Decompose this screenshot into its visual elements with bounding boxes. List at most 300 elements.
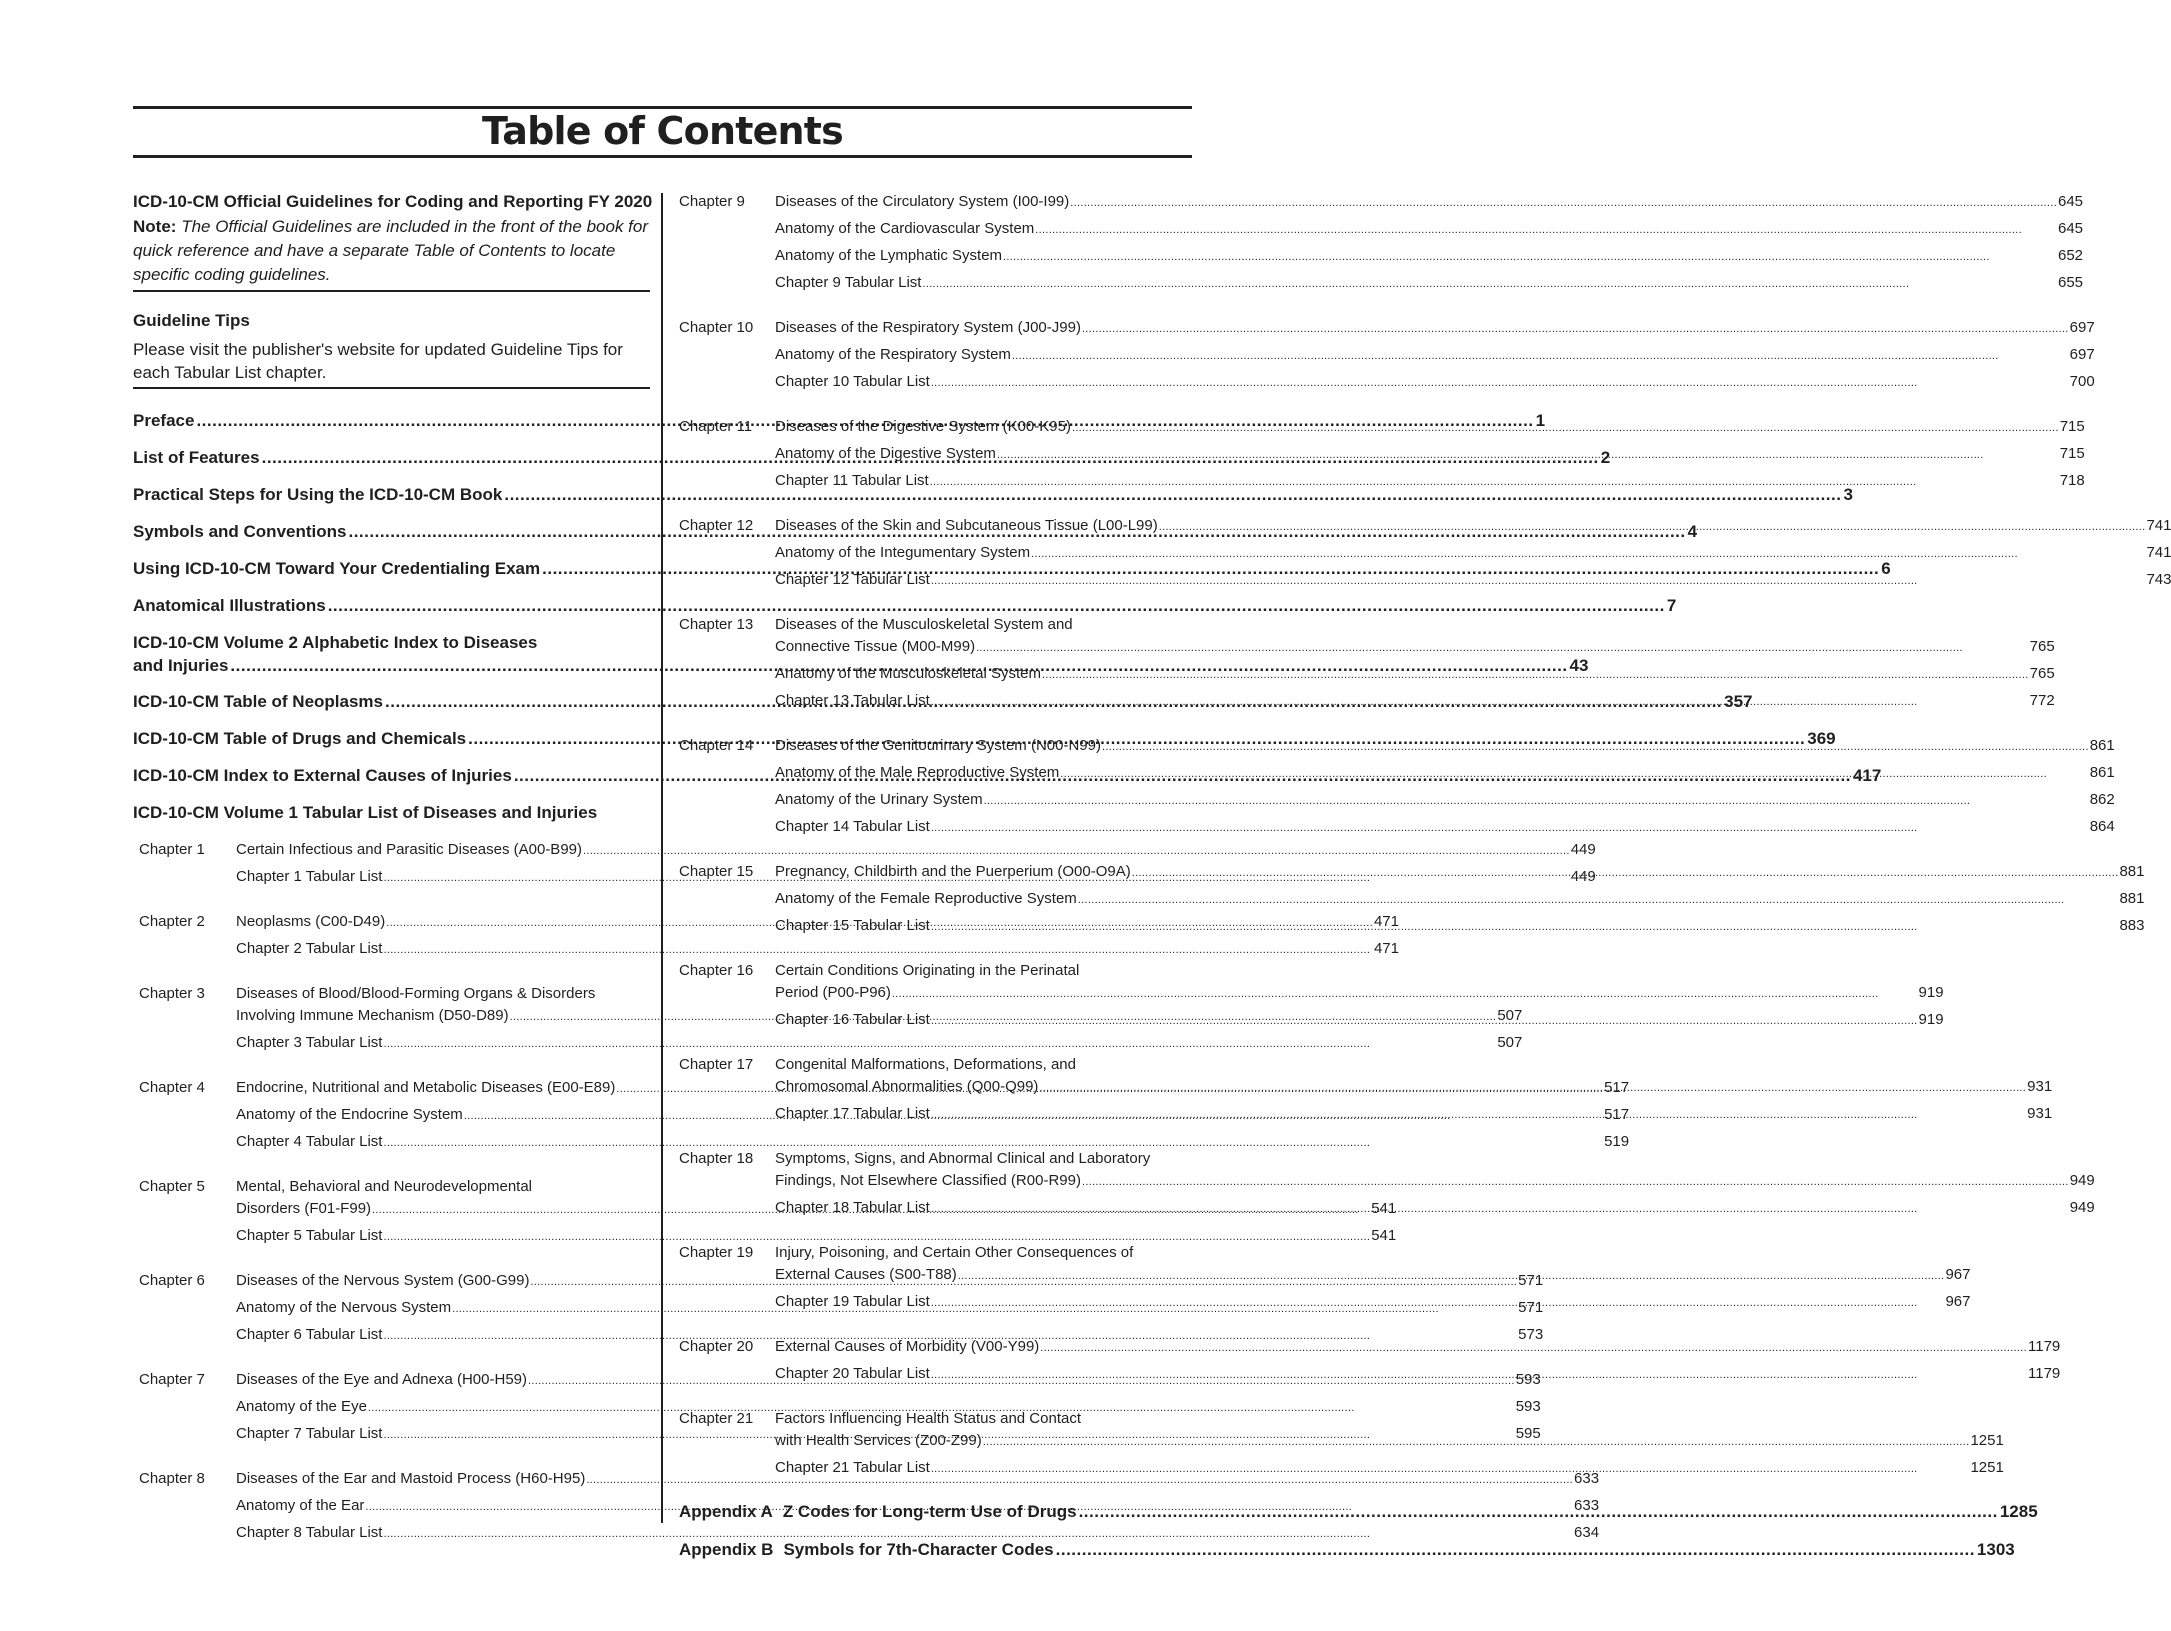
item-page: 864 <box>2089 818 2115 835</box>
item-row <box>775 688 2055 715</box>
guidelines-note <box>133 215 650 287</box>
item-text: Anatomy of the Digestive System <box>775 445 996 462</box>
item-text: Connective Tissue (M00-M99) <box>775 638 976 655</box>
item-text-line1: Factors Influencing Health Status and Contact <box>775 1410 1082 1427</box>
entry-label: Preface <box>133 411 195 430</box>
item-page: 541 <box>1371 1227 1397 1244</box>
item-text: Diseases of the Nervous System (G00-G99) <box>236 1272 530 1289</box>
item-text: Chapter 13 Tabular List <box>775 692 930 709</box>
item-page: 949 <box>2069 1199 2095 1216</box>
item-page: 593 <box>1515 1398 1541 1415</box>
item-text: Diseases of the Circulatory System (I00-I99) <box>775 193 1070 210</box>
item-page: 715 <box>2059 445 2085 462</box>
item-row <box>775 1168 2095 1195</box>
dot-leader <box>1132 861 2119 886</box>
item-text: Chapter 12 Tabular List <box>775 571 930 588</box>
item-text: with Health Services (Z00-Z99) <box>775 1432 982 1449</box>
item-row <box>775 1289 1971 1316</box>
item-page: 765 <box>2029 665 2055 682</box>
dot-leader <box>1003 245 2057 270</box>
dot-leader <box>931 569 2146 594</box>
volume1-title: ICD-10-CM Volume 1 Tabular List of Diseases and Injuries <box>133 803 598 822</box>
section-divider <box>133 290 650 292</box>
item-text: Chapter 3 Tabular List <box>236 1034 383 1051</box>
chapter-label: Chapter 21 <box>679 1410 754 1427</box>
title-rule-bottom <box>133 155 1192 158</box>
item-page: 700 <box>2069 373 2095 390</box>
item-text: External Causes (S00-T88) <box>775 1266 957 1283</box>
item-text: Anatomy of the Lymphatic System <box>775 247 1003 264</box>
item-text: Chapter 17 Tabular List <box>775 1105 930 1122</box>
item-page: 861 <box>2089 764 2115 781</box>
dot-leader <box>1078 888 2119 913</box>
item-page: 881 <box>2119 863 2145 880</box>
item-text-line1: Mental, Behavioral and Neurodevelopmental <box>236 1178 533 1195</box>
guideline-tips-title: Guideline Tips <box>133 311 250 330</box>
item-text: Endocrine, Nutritional and Metabolic Diseases (E00-E89) <box>236 1079 616 1096</box>
dot-leader <box>1039 1076 2026 1101</box>
item-row <box>775 513 2171 540</box>
item-page: 471 <box>1373 940 1399 957</box>
chapter-label: Chapter 8 <box>139 1470 205 1487</box>
chapter-block <box>679 315 2095 396</box>
dot-leader <box>1040 1336 2027 1361</box>
chapter-item[interactable] <box>775 733 2115 760</box>
item-page: 862 <box>2089 791 2115 808</box>
dot-leader <box>931 1457 1970 1482</box>
item-text: Anatomy of the Female Reproductive System <box>775 890 1077 907</box>
appendix-entry[interactable] <box>679 1538 2015 1562</box>
item-text: Disorders (F01-F99) <box>236 1200 372 1217</box>
item-page: 519 <box>1604 1133 1630 1150</box>
entry-page: 369 <box>1807 729 1836 748</box>
item-text: Diseases of the Respiratory System (J00-J99) <box>775 319 1081 336</box>
entry-label: ICD-10-CM Index to External Causes of Injuries <box>133 766 512 785</box>
chapter-label: Chapter 12 <box>679 517 754 534</box>
chapter-item[interactable] <box>775 1409 2004 1455</box>
item-text: Pregnancy, Childbirth and the Puerperium (O00-O9A) <box>775 863 1131 880</box>
item-page: 861 <box>2089 737 2115 754</box>
entry-page: 417 <box>1852 766 1882 785</box>
dot-leader <box>1031 542 2145 567</box>
dot-leader <box>1102 735 2089 760</box>
item-text: Diseases of the Eye and Adnexa (H00-H59) <box>236 1371 527 1388</box>
chapter-item[interactable] <box>775 540 2171 567</box>
note-text: The Official Guidelines are included in the front of the book for quick reference and have a separate Table of Contents to locate specific coding guidelines. <box>133 217 649 284</box>
toc-entry[interactable] <box>133 594 1677 618</box>
item-page: 919 <box>1918 1011 1944 1028</box>
chapter-item[interactable] <box>775 961 1944 1007</box>
dot-leader <box>931 371 2069 396</box>
dot-leader <box>931 1291 1945 1316</box>
chapter-item[interactable] <box>775 513 2171 540</box>
item-text: Chapter 5 Tabular List <box>236 1227 383 1244</box>
dot-leader <box>1079 1500 1998 1524</box>
dot-leader <box>931 1009 1918 1034</box>
chapter-label: Chapter 15 <box>679 863 754 880</box>
item-row <box>775 369 2095 396</box>
dot-leader <box>931 690 2029 715</box>
dot-leader <box>931 915 2119 940</box>
section-divider <box>133 387 650 389</box>
entry-page: 43 <box>1569 656 1589 675</box>
chapter-items <box>775 958 1944 1034</box>
item-page: 919 <box>1918 984 1944 1001</box>
chapter-item[interactable] <box>775 1055 2052 1101</box>
item-text: Chapter 1 Tabular List <box>236 868 383 885</box>
item-row <box>775 859 2144 886</box>
entry-label: List of Features <box>133 448 260 467</box>
item-page: 967 <box>1945 1266 1971 1283</box>
chapter-item[interactable] <box>775 1289 1971 1316</box>
item-page: 718 <box>2059 472 2085 489</box>
item-page: 931 <box>2027 1078 2053 1095</box>
dot-leader <box>1012 344 2069 369</box>
appendix-text: Symbols for 7th-Character Codes <box>783 1540 1054 1559</box>
item-row <box>775 1074 2052 1101</box>
entry-page: 1 <box>1535 411 1546 430</box>
item-page: 741 <box>2146 517 2171 534</box>
item-page: 715 <box>2059 418 2085 435</box>
dot-leader <box>997 443 2059 468</box>
item-page: 634 <box>1574 1524 1600 1541</box>
item-text: Chapter 2 Tabular List <box>236 940 383 957</box>
item-page: 571 <box>1518 1299 1544 1316</box>
dot-leader <box>1056 1538 1975 1562</box>
item-text: Anatomy of the Nervous System <box>236 1299 452 1316</box>
item-row <box>775 567 2171 594</box>
item-page: 741 <box>2146 544 2171 561</box>
chapter-item[interactable] <box>775 342 2095 369</box>
item-row <box>775 270 2083 297</box>
dot-leader <box>931 816 2089 841</box>
item-page: 633 <box>1574 1497 1600 1514</box>
dot-leader <box>976 636 2029 661</box>
page-title: Table of Contents <box>482 109 843 153</box>
item-row <box>775 980 1944 1007</box>
item-text: Certain Infectious and Parasitic Diseases (A00-B99) <box>236 841 582 858</box>
item-row <box>775 342 2095 369</box>
item-page: 949 <box>2069 1172 2095 1189</box>
dot-leader <box>930 470 2059 495</box>
dot-leader <box>1082 1170 2069 1195</box>
chapter-item[interactable] <box>775 1361 2060 1388</box>
item-text: Anatomy of the Cardiovascular System <box>775 220 1035 237</box>
item-page: 883 <box>2119 917 2145 934</box>
item-page: 645 <box>2058 193 2084 210</box>
entry-page: 2 <box>1600 448 1611 467</box>
chapter-item[interactable] <box>775 760 2115 787</box>
item-row <box>775 1101 2052 1128</box>
chapter-label: Chapter 20 <box>679 1338 754 1355</box>
item-text: Diseases of the Skin and Subcutaneous Tissue (L00-L99) <box>775 517 1158 534</box>
item-page: 1251 <box>1970 1432 2004 1449</box>
chapter-label: Chapter 1 <box>139 841 205 858</box>
item-text: Chapter 8 Tabular List <box>236 1524 383 1541</box>
chapter-items <box>775 513 2171 594</box>
item-row <box>775 189 2083 216</box>
appendix-label: Appendix A <box>679 1502 773 1521</box>
item-text: Anatomy of the Ear <box>236 1497 365 1514</box>
item-page: 967 <box>1945 1293 1971 1310</box>
item-text: Chromosomal Abnormalities (Q00-Q99) <box>775 1078 1039 1095</box>
chapter-items <box>775 733 2115 841</box>
item-text: Findings, Not Elsewhere Classified (R00-R99) <box>775 1172 1081 1189</box>
item-text: Chapter 16 Tabular List <box>775 1011 930 1028</box>
chapter-items <box>775 315 2095 396</box>
chapter-item[interactable] <box>775 1101 2052 1128</box>
item-page: 645 <box>2058 220 2084 237</box>
chapter-label: Chapter 6 <box>139 1272 205 1289</box>
item-text: Anatomy of the Endocrine System <box>236 1106 463 1123</box>
item-text: Anatomy of the Integumentary System <box>775 544 1031 561</box>
item-row <box>775 441 2085 468</box>
dot-leader <box>892 982 1918 1007</box>
chapter-label: Chapter 18 <box>679 1150 754 1167</box>
item-row <box>775 760 2115 787</box>
item-page: 593 <box>1515 1371 1541 1388</box>
appendix-page: 1285 <box>1999 1502 2038 1521</box>
entry-label: Using ICD-10-CM Toward Your Credentialing Exam <box>133 559 541 578</box>
item-row <box>775 468 2085 495</box>
item-text: Chapter 7 Tabular List <box>236 1425 383 1442</box>
chapter-block <box>679 189 2084 297</box>
item-row <box>775 315 2095 342</box>
entry-label-line2: and Injuries <box>133 656 229 675</box>
item-page: 471 <box>1373 913 1399 930</box>
chapter-item[interactable] <box>775 315 2095 342</box>
chapter-items <box>775 1052 2052 1128</box>
dot-leader <box>931 1197 2069 1222</box>
item-text-line1: Diseases of Blood/Blood-Forming Organs & Disorders <box>236 985 596 1002</box>
item-text: Chapter 10 Tabular List <box>775 373 930 390</box>
chapter-items <box>775 1406 2004 1482</box>
chapter-block <box>679 414 2085 495</box>
entry-page: 4 <box>1687 522 1698 541</box>
item-text: Chapter 14 Tabular List <box>775 818 930 835</box>
item-page: 655 <box>2058 274 2084 291</box>
item-text: Anatomy of the Eye <box>236 1398 367 1415</box>
chapter-items <box>775 414 2085 495</box>
item-text-line1: Injury, Poisoning, and Certain Other Consequences of <box>775 1244 1134 1261</box>
item-page: 517 <box>1604 1079 1630 1096</box>
entry-label: Anatomical Illustrations <box>133 596 326 615</box>
item-row <box>775 886 2144 913</box>
item-row <box>775 1361 2060 1388</box>
item-text-line1: Certain Conditions Originating in the Perinatal <box>775 962 1080 979</box>
chapter-item[interactable] <box>775 1455 2004 1482</box>
dot-leader <box>1072 416 2059 441</box>
item-text: Chapter 20 Tabular List <box>775 1365 930 1382</box>
chapter-item[interactable] <box>775 859 2144 886</box>
item-row <box>775 814 2115 841</box>
entry-label: Practical Steps for Using the ICD-10-CM Book <box>133 485 503 504</box>
item-row <box>775 1262 1971 1289</box>
item-text: Chapter 21 Tabular List <box>775 1459 930 1476</box>
item-row <box>775 1455 2004 1482</box>
dot-leader <box>1082 317 2069 342</box>
chapter-label: Chapter 19 <box>679 1244 754 1261</box>
item-page: 1179 <box>2028 1365 2061 1382</box>
item-text: Diseases of the Digestive System (K00-K95) <box>775 418 1071 435</box>
item-page: 1251 <box>1970 1459 2004 1476</box>
note-label: Note: <box>133 217 177 236</box>
chapter-item[interactable] <box>775 1243 1971 1289</box>
item-row <box>775 216 2083 243</box>
chapter-label: Chapter 13 <box>679 616 754 633</box>
chapter-item[interactable] <box>775 1334 2060 1361</box>
item-text: Chapter 6 Tabular List <box>236 1326 383 1343</box>
chapter-item[interactable] <box>775 270 2083 297</box>
item-page: 507 <box>1497 1007 1523 1024</box>
dot-leader <box>931 1103 2026 1128</box>
dot-leader <box>983 1430 1970 1455</box>
chapter-item[interactable] <box>775 886 2144 913</box>
item-row <box>775 661 2055 688</box>
chapter-item[interactable] <box>775 243 2083 270</box>
entry-page: 3 <box>1843 485 1853 504</box>
chapter-item[interactable] <box>775 1149 2095 1195</box>
item-text: Anatomy of the Respiratory System <box>775 346 1011 363</box>
item-page: 772 <box>2029 692 2055 709</box>
dot-leader <box>1070 191 2057 216</box>
item-text: Anatomy of the Urinary System <box>775 791 983 808</box>
item-page: 931 <box>2027 1105 2053 1122</box>
entry-label: ICD-10-CM Table of Neoplasms <box>133 692 384 711</box>
chapter-items <box>775 612 2055 715</box>
item-row <box>775 1007 1944 1034</box>
chapter-item[interactable] <box>775 1007 1944 1034</box>
dot-leader <box>984 789 2089 814</box>
item-page: 541 <box>1371 1200 1397 1217</box>
chapter-item[interactable] <box>775 787 2115 814</box>
chapter-items <box>775 859 2144 940</box>
item-text-line1: Congenital Malformations, Deformations, and <box>775 1056 1076 1073</box>
item-row <box>775 913 2144 940</box>
item-row <box>775 1334 2060 1361</box>
chapter-item[interactable] <box>775 189 2083 216</box>
chapter-items <box>775 189 2083 297</box>
chapter-item[interactable] <box>775 661 2055 688</box>
item-page: 743 <box>2146 571 2171 588</box>
chapter-item[interactable] <box>775 615 2055 661</box>
chapter-item[interactable] <box>775 688 2055 715</box>
dot-leader <box>958 1264 1945 1289</box>
chapter-block <box>679 513 2171 594</box>
item-row <box>775 414 2085 441</box>
entry-label: ICD-10-CM Table of Drugs and Chemicals <box>133 729 467 748</box>
dot-leader <box>1035 218 2057 243</box>
chapter-label: Chapter 11 <box>679 418 753 435</box>
appendix-page: 1303 <box>1976 1540 2015 1559</box>
dot-leader <box>1060 762 2088 787</box>
item-text: Chapter 18 Tabular List <box>775 1199 930 1216</box>
item-page: 765 <box>2029 638 2055 655</box>
item-text-line1: Diseases of the Musculoskeletal System and <box>775 616 1073 633</box>
item-text: Chapter 11 Tabular List <box>775 472 929 489</box>
chapter-label: Chapter 7 <box>139 1371 205 1388</box>
appendix-text: Z Codes for Long-term Use of Drugs <box>782 1502 1077 1521</box>
item-page: 697 <box>2069 346 2095 363</box>
item-row <box>775 1428 2004 1455</box>
item-text: Diseases of the Ear and Mastoid Process (H60-H95) <box>236 1470 586 1487</box>
guidelines-title[interactable]: ICD-10-CM Official Guidelines for Coding and Reporting FY 2020 <box>133 192 653 211</box>
item-row <box>775 787 2115 814</box>
item-page: 571 <box>1518 1272 1544 1289</box>
item-row <box>775 540 2171 567</box>
chapter-item[interactable] <box>775 414 2085 441</box>
dot-leader <box>1042 663 2029 688</box>
item-text: Chapter 15 Tabular List <box>775 917 930 934</box>
item-text-line1: Symptoms, Signs, and Abnormal Clinical and Laboratory <box>775 1150 1151 1167</box>
item-page: 633 <box>1574 1470 1600 1487</box>
chapter-label: Chapter 14 <box>679 737 754 754</box>
dot-leader <box>931 1363 2027 1388</box>
guideline-tips-text: Please visit the publisher's website for updated Guideline Tips for each Tabular List chapter. <box>133 340 623 382</box>
chapter-item[interactable] <box>775 369 2095 396</box>
appendix-label: Appendix B <box>679 1540 774 1559</box>
item-page: 573 <box>1518 1326 1544 1343</box>
entry-page: 357 <box>1724 692 1753 711</box>
chapter-label: Chapter 16 <box>679 962 754 979</box>
dot-leader <box>1159 515 2146 540</box>
entry-page: 7 <box>1666 596 1677 615</box>
item-page: 449 <box>1570 868 1596 885</box>
chapter-label: Chapter 17 <box>679 1056 754 1073</box>
item-text: Chapter 9 Tabular List <box>775 274 922 291</box>
entry-page: 6 <box>1881 559 1891 578</box>
entry-label: Symbols and Conventions <box>133 522 347 541</box>
chapter-item[interactable] <box>775 216 2083 243</box>
item-page: 595 <box>1515 1425 1541 1442</box>
chapter-label: Chapter 9 <box>679 193 745 210</box>
chapter-label: Chapter 5 <box>139 1178 205 1195</box>
chapter-items <box>775 1240 1971 1316</box>
item-text: Chapter 19 Tabular List <box>775 1293 930 1310</box>
chapter-item[interactable] <box>775 1195 2095 1222</box>
item-text: External Causes of Morbidity (V00-Y99) <box>775 1338 1040 1355</box>
item-page: 697 <box>2069 319 2095 336</box>
toc-entry[interactable] <box>133 483 1853 507</box>
item-page: 517 <box>1604 1106 1630 1123</box>
chapter-label: Chapter 3 <box>139 985 205 1002</box>
chapter-item[interactable] <box>775 567 2171 594</box>
item-row <box>775 634 2055 661</box>
chapter-item[interactable] <box>775 814 2115 841</box>
item-page: 1179 <box>2028 1338 2061 1355</box>
item-row <box>775 733 2115 760</box>
chapter-items <box>775 1334 2060 1388</box>
item-text: Involving Immune Mechanism (D50-D89) <box>236 1007 509 1024</box>
chapter-label: Chapter 10 <box>679 319 754 336</box>
item-text: Diseases of the Genitourinary System (N00-N99) <box>775 737 1101 754</box>
chapter-item[interactable] <box>775 441 2085 468</box>
chapter-item[interactable] <box>775 468 2085 495</box>
item-page: 449 <box>1570 841 1596 858</box>
chapter-label: Chapter 2 <box>139 913 205 930</box>
entry-label-line1: ICD-10-CM Volume 2 Alphabetic Index to Diseases <box>133 633 538 652</box>
item-text: Neoplasms (C00-D49) <box>236 913 386 930</box>
chapter-label: Chapter 4 <box>139 1079 205 1096</box>
item-page: 881 <box>2119 890 2145 907</box>
item-text: Anatomy of the Male Reproductive System <box>775 764 1060 781</box>
item-page: 507 <box>1497 1034 1523 1051</box>
chapter-items <box>775 1146 2095 1222</box>
item-text: Anatomy of the Musculoskeletal System <box>775 665 1041 682</box>
item-text: Period (P00-P96) <box>775 984 891 1001</box>
item-page: 652 <box>2058 247 2084 264</box>
chapter-item[interactable] <box>775 913 2144 940</box>
